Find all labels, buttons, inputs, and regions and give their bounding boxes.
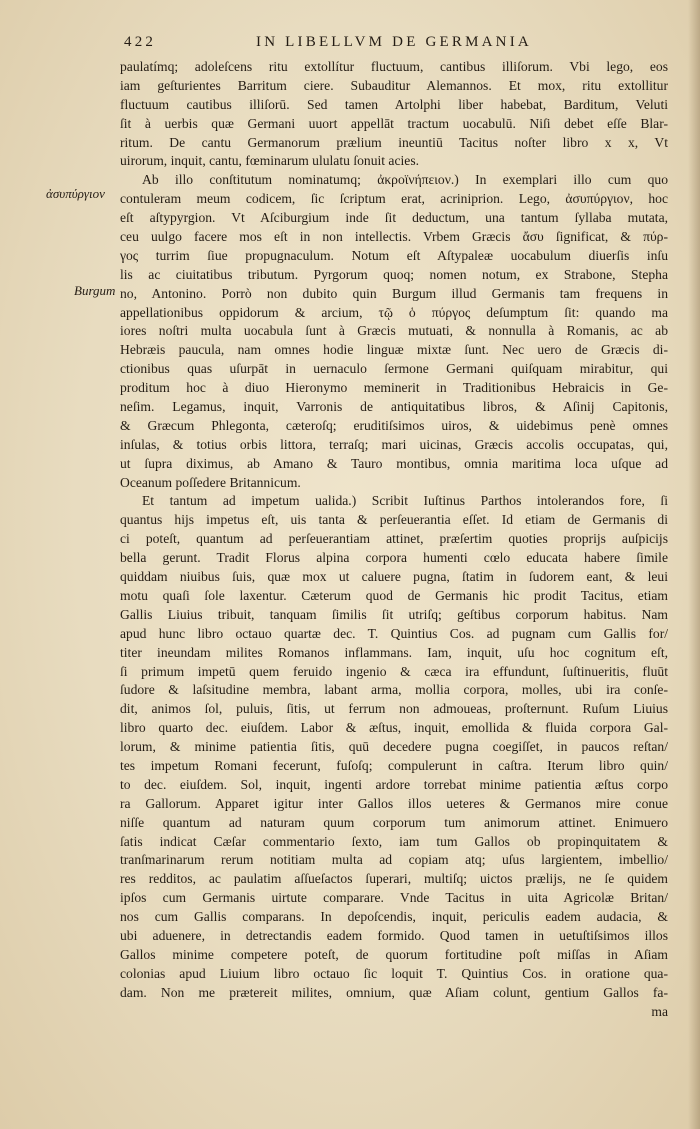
text-line: contuleram meum codicem, ſic ſcriptum erat, acriniprion. Lego, ἀσυπύργιον, hoc [120, 191, 668, 207]
running-title: IN LIBELLVM DE GERMANIA [256, 34, 532, 50]
text-line: lorum, & minime patientia ſitis, quū decedere pugna coegiſſet, in paucos reſtan/ [120, 739, 668, 755]
text-line: tranſmarinarum rerum notitiam multa ad copiam atq; uſus largientem, imbellio/ [120, 852, 668, 868]
text-line: Gallis Liuius tribuit, tanquam ſimilis ſit utriſq; geſtibus corporum habitus. Nam [120, 606, 668, 622]
margin-note-greek: ἀσυπύργιον [46, 186, 105, 201]
page-number: 422 [124, 34, 157, 50]
text-line: ſi primum impetū quem feruido ingenio & cæca ira effundunt, ſuſtinueritis, fluūt [120, 663, 668, 679]
text-line: res redditos, ac paulatim aſſueſactos ſuperari, multiſq; uictos prælijs, ne ſe quidem [120, 871, 668, 887]
text-line: to dec. eiuſdem. Sol, inquit, ingenti ardore torrebat minime patientia æſtus corpo [120, 776, 668, 792]
text-line: eſt aſtypyrgion. Vt Aſciburgium inde ſit deductum, una tantum ſyllaba mutata, [120, 210, 668, 226]
text-line: ra Gallorum. Apparet igitur inter Gallos illos ueteres & Germanos mire conue [120, 795, 668, 811]
text-line: ut ſupra diximus, ab Amano & Tauro montibus, omnia maritima loca uſque ad [120, 455, 668, 471]
text-line: libro quarto dec. eiuſdem. Labor & æſtus, inquit, emollida & fluida corpora Gal- [120, 720, 668, 736]
text-line: dam. Non me prætereit milites, omnium, quæ Aſiam colunt, gentium Gallos fa- [120, 984, 668, 1000]
text-line: colonias apud Liuium libro octauo ſic loquit T. Quintius Cos. in oratione qua- [120, 965, 668, 981]
page-fold-shadow [688, 0, 700, 1129]
text-line: ſatis indicat Cæſar commentario ſexto, iam tum Gallos ob propinquitatem & [120, 833, 668, 849]
text-line: Hebræis paucula, nam omnes hodie linguæ mixtæ ſunt. Nec uero de Græcis di- [120, 342, 668, 358]
text-line: apud hunc libro octauo quartæ dec. T. Quintius Cos. ad pugnam cum Gallis for/ [120, 625, 668, 641]
text-line: inſulas, & totius orbis littora, terraſq; mari uicinas, Græcis accolis occupatas, qui, [120, 436, 668, 452]
text-line: Oceanum poſſedere Britannicum. [120, 474, 301, 490]
text-line: iam geſturientes Barritum ciere. Subauditur Alemannos. Et mox, ritu extollitur [120, 77, 668, 93]
text-line: fluctuum cautibus illiſorū. Sed tamen Artolphi liber habebat, Barditum, Veluti [120, 96, 668, 112]
text-line: ubi aduenere, in detrectandis eadem formido. Quod tamen in uetuſtiſsimos illos [120, 927, 668, 943]
text-line: motu quaſi ſole laxentur. Cæterum quod de Germanis hic prodit Tacitus, etiam [120, 587, 668, 603]
catchword: ma [651, 1003, 668, 1019]
text-line: iores noſtri multa uocabula ſunt à Græcis mutuati, & nonnulla à Romanis, ac ab [120, 323, 668, 339]
text-line: paulatímq; adoleſcens ritu extollítur fluctuum, cantibus illiſorum. Vbi lego, eos [120, 59, 668, 74]
text-line: dit, animos ſol, puluis, ſitis, ut ferrum non admoueas, proſternunt. Ruſum Liuius [120, 701, 668, 717]
text-line: Et tantum ad impetum ualida.) Scribit Iuſtinus Parthos intolerandos fore, ſi [142, 493, 668, 509]
text-line: no, Antonino. Porrò non dubito quin Burgum illud Germanis tam frequens in [120, 285, 668, 301]
text-line: Ab illo conſtitutum nominatumq; ἀκροϊνήπειον.) In exemplari illo cum quo [142, 172, 668, 188]
text-line: nos cum Gallis comparans. In depoſcendis, inquit, periculis eadem audacia, & [120, 909, 668, 925]
text-line: titer ineundam milites Romanos inflammans. Iam, inquit, uſu hoc cognitum eſt, [120, 644, 668, 660]
running-header [124, 34, 574, 58]
text-line: neſim. Legamus, inquit, Varronis de antiquitatibus libros, & Aſinij Capitonis, [120, 399, 668, 415]
text-line: niſſe quantum ad naturam quum corporum tum animorum attinet. Enimuero [120, 814, 668, 830]
text-line: ctionibus quas uſurpāt in uernaculo ſermone Germani quiſquam mirabitur, qui [120, 361, 668, 377]
text-line: bella gerunt. Tradit Florus alpina corpora humenti cœlo educata habere ſimile [120, 550, 668, 566]
text-line: & Græcum Phlegonta, cæteroſq; eruditiſsimos uiros, & uidebimus penè omnes [120, 417, 668, 433]
text-line: ſit à uerbis quæ Germani uuort appellāt tractum uocabulū. Niſi debet eſſe Blar- [120, 115, 668, 131]
text-line: ipſos cum Germanis uirtute comparare. Vnde Tacitus in uita Agricolæ Britan/ [120, 890, 668, 906]
text-line: uirorum, inquit, cantu, fœminarum ululatu ſonuit acies. [120, 153, 420, 169]
text-line: appellationibus oppidorum & arcium, τῷ ὁ πύργος deſumptum ſit: quando ma [120, 304, 668, 320]
text-line: ſudore & laſsitudine membra, labant arma, mollia corpora, molles, ubi ira conſe- [120, 682, 668, 698]
text-line: proditum hoc à diuo Hieronymo meminerit in Traditionibus Hebraicis in Ge- [120, 380, 668, 396]
text-line: Gallos minime competere poteſt, de quorum fortitudine poſt miſſas in Aſiam [120, 946, 668, 962]
text-line: quantus hijs impetus eſt, uis tanta & perſeuerantia eſſet. Id etiam de Germanis di [120, 512, 668, 528]
text-line: γος turrim ſiue propugnaculum. Notum eſt Aſtypaleæ uocabulum diuerſis inſu [120, 247, 668, 263]
text-line: ceu uulgo facere mos eſt in non intellectis. Vrbem Græcis ἄσυ ſignificat, & πύρ- [120, 229, 668, 245]
main-text-block [120, 58, 668, 1021]
text-line: tes impetum Romani fecerunt, fuſoſq; compulerunt in caſtra. Iterum libro quin/ [120, 757, 668, 773]
margin-note-burgum: Burgum [74, 283, 116, 298]
text-line: quiddam niuibus ſuis, quæ mox ut caluere pugna, ſtatim in ſudorem eant, & leui [120, 569, 668, 585]
text-line: lis ac ciuitatibus tributum. Pyrgorum quoq; nomen notum, ex Strabone, Stepha [120, 266, 668, 282]
text-line: ci poteſt, quantum ad perſeuerantiam attinet, præſertim quoties proprijs auſpicijs [120, 531, 668, 547]
text-line: ritum. De cantu Germanorum prælium ineuntiū Tacitus noſter libro x x, Vt [120, 134, 668, 150]
